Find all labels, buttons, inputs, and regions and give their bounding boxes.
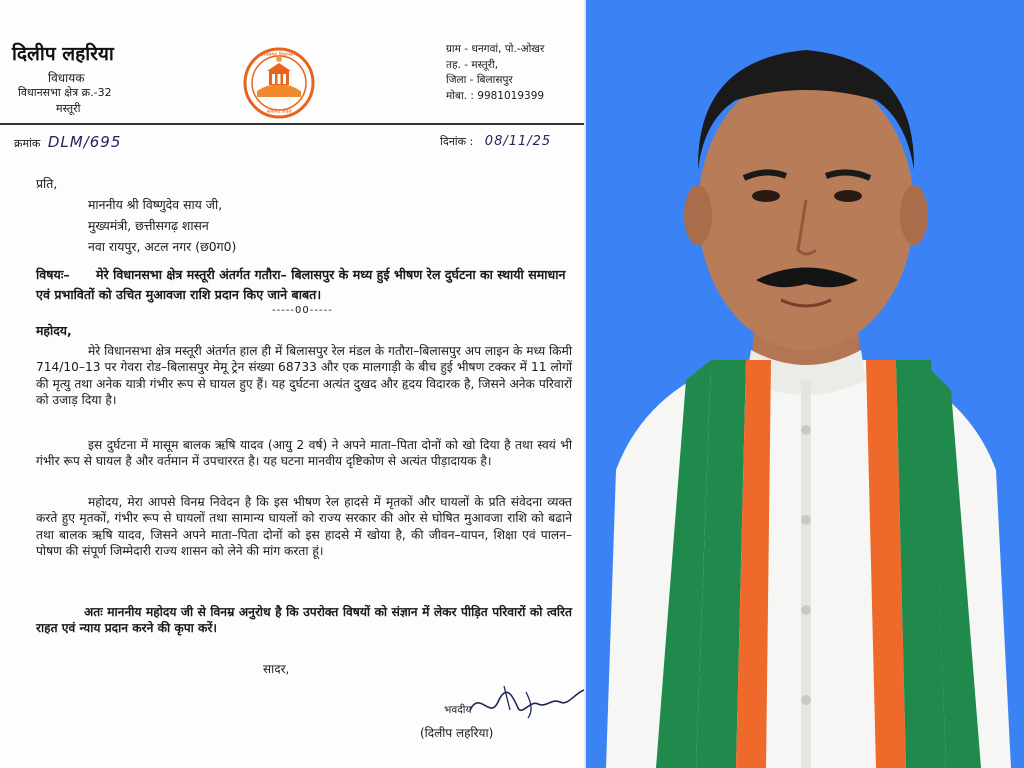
portrait-illustration xyxy=(586,0,1024,768)
signer-name: (दिलीप लहरिया) xyxy=(420,726,494,740)
reference-value: DLM/695 xyxy=(47,133,122,151)
reference-label: क्रमांक xyxy=(14,137,41,150)
address-line: ग्राम - धनगवां, पो.-ओखर xyxy=(446,43,545,55)
letterhead-constituency: विधानसभा क्षेत्र क्र.-32 xyxy=(18,86,112,99)
body-paragraph: महोदय, मेरा आपसे विनम्र निवेदन है कि इस भीषण रेल हादसे में मृतकों और घायलों के प्रति संवेदना व्यक्त करते हुए मृतकों, गंभीर रूप से घायलों तथा सामान्य घायलों को राज्य सरकार की ओर से घोषित मुआवजा राशि को बढाने तथा बालक ऋषि यादव, जिसने अपने माता–पिता दोनों को इस हादसे में खोया है, की जीवन–यापन, शिक्षा एवं पालन–पोषण की संपूर्ण जिम्मेदारी राज्य शासन को लेने की मांग करता हूं। xyxy=(36,495,572,559)
assembly-emblem-logo xyxy=(243,47,315,119)
recipient-to-label: प्रति, xyxy=(36,176,58,191)
emblem-text-top: छत्तीसगढ़ विधानसभा xyxy=(259,52,299,58)
body-paragraph: इस दुर्घटना में मासूम बालक ऋषि यादव (आयु 2 वर्ष) ने अपने माता–पिता दोनों को खो दिया है तथा स्वयं भी गंभीर रूप से घायल है और वर्तमान में उपचाररत है। यह घटना मानवीय दृष्टिकोण से अत्यंत पीड़ादायक है। xyxy=(36,438,572,469)
emblem-text-bottom: सत्यमेव जयते xyxy=(266,109,292,115)
recipient-block xyxy=(88,188,548,257)
body-paragraph: मेरे विधानसभा क्षेत्र मस्तूरी अंतर्गत हाल ही में बिलासपुर रेल मंडल के गतौरा–बिलासपुर अप लाइन के मध्य किमी 714/10–13 पर गेवरा रोड–बिलासपुर मेमू ट्रेन संख्या 68733 और एक मालगाड़ी के बीच हुई भीषण टक्कर में 11 लोगों की मृत्यु तथा अनेक यात्री गंभीर रूप से घायल हुए हैं। यह दुर्घटना अत्यंत दुखद और हृदय विदारक है, जिसने अनेक परिवारों को उजाड़ दिया है। xyxy=(36,344,572,408)
subject-label: विषयः– xyxy=(36,267,70,282)
letterhead-place: मस्तूरी xyxy=(56,102,81,115)
subject xyxy=(36,265,572,305)
letterhead-name: दिलीप लहरिया xyxy=(12,43,114,65)
reference-number xyxy=(14,133,121,151)
closing-bhavdiya: भवदीय xyxy=(444,704,472,716)
letterhead-address xyxy=(446,42,544,104)
closing-sadar: सादर, xyxy=(263,662,290,676)
subject-text: मेरे विधानसभा क्षेत्र मस्तूरी अंतर्गत गतौरा– बिलासपुर के मध्य हुई भीषण रेल दुर्घटना का स्थायी समाधान एवं प्रभावितों को उचित मुआवजा राशि प्रदान किए जाने बाबत। xyxy=(36,267,566,302)
recipient-line: मुख्यमंत्री, छत्तीसगढ़ शासन xyxy=(88,218,209,233)
letterhead-role: विधायक xyxy=(48,71,85,85)
subject-separator: -----00----- xyxy=(272,305,333,316)
salutation: महोदय, xyxy=(36,323,72,338)
address-line: मोबा. : 9981019399 xyxy=(446,89,545,102)
recipient-line: नवा रायपुर, अटल नगर (छ0ग0) xyxy=(88,239,237,254)
letterhead-divider xyxy=(0,123,584,125)
address-line: तह. - मस्तूरी, xyxy=(446,58,499,71)
portrait-photo xyxy=(586,0,1024,768)
recipient-line: माननीय श्री विष्णुदेव साय जी, xyxy=(88,197,223,212)
address-line: जिला - बिलासपुर xyxy=(446,74,513,86)
date-value: 08/11/25 xyxy=(484,134,552,149)
body-paragraph-request: अतः माननीय महोदय जी से विनम्र अनुरोध है कि उपरोक्त विषयों को संज्ञान में लेकर पीड़ित परिवारों को त्वरित राहत एवं न्याय प्रदान करने की कृपा करें। xyxy=(36,605,572,636)
letter-date xyxy=(440,134,551,149)
date-label: दिनांक : xyxy=(440,135,474,148)
